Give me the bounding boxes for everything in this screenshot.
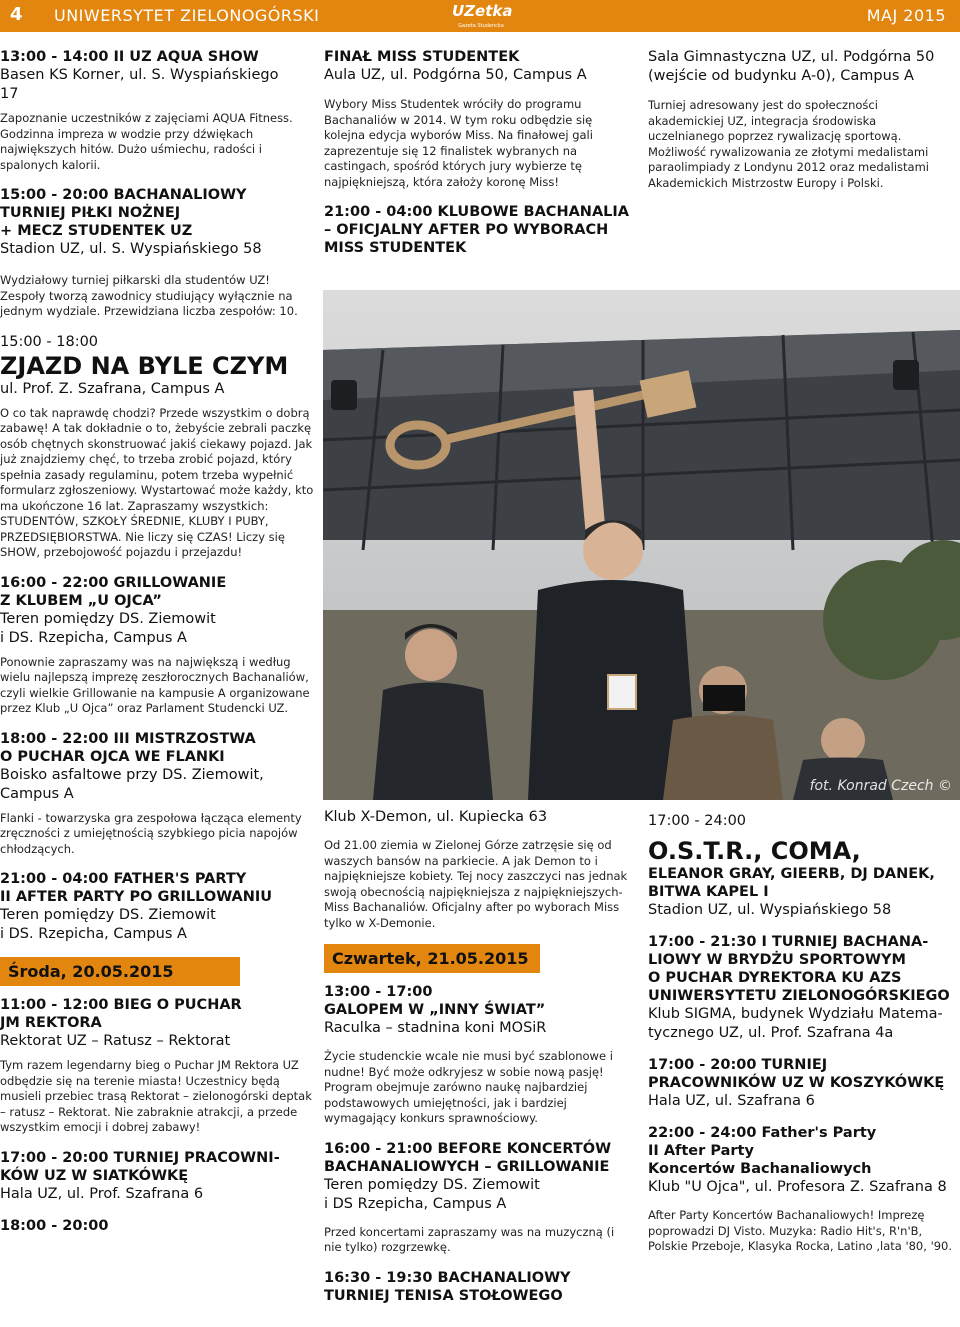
event-title: ZJAZD NA BYLE CZYM [0, 351, 289, 380]
event-description: Życie studenckie wcale nie musi być szablonowe i nudne! Być może odkryjesz w sobie nową pasję! Program obejmuje zarówno naukę najbardziej podstawowych umiejętności, jak i bardziej wymagający konkurs sprawnościowy. [324, 1049, 613, 1125]
event-place: Basen KS Korner, ul. S. Wyspiańskiego [0, 67, 279, 83]
event-time-last: 18:00 - 20:00 [0, 1217, 109, 1234]
event-place: tycznego UZ, ul. Prof. Szafrana 4a [648, 1025, 894, 1041]
uzetka-logo: UZetka [452, 2, 513, 20]
event-time: 17:00 - 24:00 [648, 813, 747, 829]
event-title: + MECZ STUDENTEK UZ [0, 223, 193, 239]
event-title: 18:00 - 22:00 III MISTRZOSTWA [0, 730, 256, 747]
event-fathers-party [0, 870, 316, 944]
event-place: Klub "U Ojca", ul. Profesora Z. Szafrana 8 [648, 1179, 947, 1195]
event-title: 17:00 - 20:00 TURNIEJ PRACOWNI- [0, 1149, 280, 1166]
event-title: GALOPEM W „INNY ŚWIAT” [324, 1002, 546, 1018]
column-middle-top [324, 48, 634, 270]
event-place: Sala Gimnastyczna UZ, ul. Podgórna 50 [648, 49, 935, 65]
event-title: TURNIEJ PIŁKI NOŻNEJ [0, 205, 181, 221]
event-place: Campus A [0, 785, 74, 802]
column-middle-bottom [324, 808, 634, 1318]
headliner: O.S.T.R., COMA, [648, 837, 861, 865]
event-title: 15:00 - 20:00 BACHANALIOWY [0, 187, 247, 203]
issue-date: MAJ 2015 [866, 6, 946, 25]
event-title: II After Party [648, 1143, 754, 1159]
event-place: Boisko asfaltowe przy DS. Ziemowit, [0, 766, 264, 783]
event-title: LIOWY W BRYDŻU SPORTOWYM [648, 952, 906, 968]
event-place: Stadion UZ, ul. Wyspiańskiego 58 [648, 902, 892, 918]
event-title: MISS STUDENTEK [324, 240, 467, 256]
event-place: Stadion UZ, ul. S. Wyspiańskiego 58 [0, 241, 262, 257]
photo-credit: fot. Konrad Czech © [809, 778, 952, 794]
event-before [324, 1140, 634, 1256]
event-place: Teren pomiędzy DS. Ziemowit [0, 610, 216, 627]
event-description: After Party Koncertów Bachanaliowych! Imprezę poprowadzi DJ Visto. Muzyka: Radio Hit's, R'n'B, Polskie Przeboje, Klasyka Rocka, Latino ,lata '80, '90. [648, 1208, 953, 1253]
event-place: ul. Prof. Z. Szafrana, Campus A [0, 380, 225, 397]
event-place: Teren pomiędzy DS. Ziemowit [324, 1176, 540, 1193]
event-title: 11:00 - 12:00 BIEG O PUCHAR [0, 997, 242, 1013]
event-title: Z KLUBEM „U OJCA” [0, 592, 162, 609]
event-title: BACHANALIOWYCH – GRILLOWANIE [324, 1158, 610, 1175]
event-place: Teren pomiędzy DS. Ziemowit [0, 907, 216, 923]
event-place: i DS. Rzepicha, Campus A [0, 926, 187, 942]
event-title: 17:00 - 21:30 I TURNIEJ BACHANA- [648, 934, 929, 950]
day-label-wednesday: Środa, 20.05.2015 [0, 957, 240, 986]
event-title: ELEANOR GRAY, GIEERB, DJ DANEK, [648, 866, 935, 882]
event-bieg [0, 996, 316, 1136]
event-galop [324, 983, 634, 1127]
event-description: Od 21.00 ziemia w Zielonej Górze zatrzęsie się od waszych bansów na parkiecie. A jak Demon to i najpiękniejsze kobiety. Tej nocy zaszczyci nas jednak swoją obecnością najpiękniejsza z najpiękniejszych- Miss Bachanaliów. Oficjalny after po wyborach Miss tylko w X-Demonie. [324, 838, 628, 930]
event-miss [324, 48, 634, 190]
event-aqua-show [0, 48, 316, 173]
event-title: O PUCHAR OJCA WE FLANKI [0, 748, 225, 765]
event-title: O PUCHAR DYREKTORA KU AZS [648, 970, 902, 986]
event-byle-czym [0, 333, 316, 561]
event-description: Wybory Miss Studentek wróciły do programu Bachanaliów w 2014. W tym roku odbędzie się kolejna edycja wyborów Miss. Na finałowej gali zaprezentuje się 12 finalistek wybranych na castingach, spośród których jury wybierze tę najpiękniejszą, która założy koronę Miss! [324, 97, 593, 189]
event-description: Turniej adresowany jest do społeczności akademickiej UZ, integracja środowiska uczelnianego poprzez rywalizację sportową. Możliwość rywalizowania ze złotymi medalistami paraolimpiady z Londynu 2012 oraz medalistami Akademickich Mistrzostw Europy i Polski. [648, 98, 929, 190]
event-title: PRACOWNIKÓW UZ W KOSZYKÓWKĘ [648, 1075, 945, 1091]
event-place: Klub SIGMA, budynek Wydziału Matema- [648, 1006, 943, 1022]
event-description: Zapoznanie uczestników z zajęciami AQUA Fitness. Godzinna impreza w wodzie przy dźwiękach największych hitów. Dużo uśmiechu, radości i spalonych kalorii. [0, 111, 293, 172]
event-title: TURNIEJ TENISA STOŁOWEGO [324, 1287, 563, 1304]
event-description: Wydziałowy turniej piłkarski dla studentów UZ! Zespoły tworzą zawodnicy studiujący wyłącznie na jednym wydziale. Przewidziana liczba zespołów: 10. [0, 273, 298, 318]
university-name: UNIWERSYTET ZIELONOGÓRSKI [54, 6, 320, 25]
event-place: Hala UZ, ul. Prof. Szafrana 6 [0, 1185, 204, 1202]
event-time: 15:00 - 18:00 [0, 333, 99, 350]
event-description: Flanki - towarzyska gra zespołowa łącząca elementy zręczności z umiejętnością szybkiego picia napojów chłodzących. [0, 810, 302, 856]
event-title: 21:00 - 04:00 KLUBOWE BACHANALIA [324, 204, 630, 220]
uzetka-logo-subtitle: Gazeta Studencka [458, 23, 504, 29]
event-place: Hala UZ, ul. Szafrana 6 [648, 1093, 815, 1109]
event-brydz [648, 933, 954, 1043]
event-tenis [324, 1269, 634, 1305]
event-description: Tym razem legendarny bieg o Puchar JM Rektora UZ odbędzie się na terenie miasta! Uczestnicy będą musieli przebiec trasą Rektorat – zielonogórski deptak – ratusz – Rektorat. Nie zabraknie atrakcji, a przede wszystkim emocji i dobrej zabawy! [0, 1058, 312, 1134]
event-title: 13:00 - 14:00 II UZ AQUA SHOW [0, 49, 259, 65]
event-title: KÓW UZ W SIATKÓWKĘ [0, 1167, 189, 1184]
event-koszykowka [648, 1056, 954, 1111]
event-title: 21:00 - 04:00 FATHER'S PARTY [0, 871, 247, 887]
event-title: – OFICJALNY AFTER PO WYBORACH [324, 222, 609, 238]
page-number: 4 [10, 4, 23, 25]
event-title: UNIWERSYTETU ZIELONOGÓRSKIEGO [648, 988, 950, 1004]
event-title: 22:00 - 24:00 Father's Party [648, 1125, 877, 1141]
event-title: BITWA KAPEL I [648, 884, 769, 900]
event-title: II AFTER PARTY PO GRILLOWANIU [0, 889, 273, 905]
event-title: 17:00 - 20:00 TURNIEJ [648, 1057, 828, 1073]
event-place: Rektorat UZ – Ratusz – Rektorat [0, 1033, 231, 1049]
event-place: Aula UZ, ul. Podgórna 50, Campus A [324, 67, 587, 83]
event-xdemon [324, 808, 634, 931]
event-photo [323, 290, 960, 800]
event-title: 16:00 - 22:00 GRILLOWANIE [0, 574, 227, 591]
event-fathers-party-2 [648, 1124, 954, 1255]
event-place: i DS. Rzepicha, Campus A [0, 629, 187, 646]
column-right-top [648, 48, 954, 191]
event-place: 17 [0, 86, 19, 102]
event-place: Raculka – stadnina koni MOSiR [324, 1020, 547, 1036]
photo-illustration [323, 290, 960, 800]
event-concert [648, 812, 954, 920]
event-grill [0, 574, 316, 717]
event-place: (wejście od budynku A-0), Campus A [648, 68, 914, 84]
event-title: FINAŁ MISS STUDENTEK [324, 49, 520, 65]
event-description: Ponownie zapraszamy was na największą i według wielu najlepszą imprezę zeszłorocznych Bachanaliów, czyli wielkie Grillowanie na kampusie A organizowane przez Klub „U Ojca” oraz Parlament Studencki UZ. [0, 654, 310, 715]
event-siatkowka [0, 1149, 316, 1204]
event-title: Koncertów Bachanaliowych [648, 1161, 872, 1177]
column-right-bottom [648, 812, 954, 1268]
event-description: Przed koncertami zapraszamy was na muzyczną (i nie tylko) rozgrzewkę. [324, 1224, 615, 1254]
event-football [0, 186, 316, 320]
event-time: 13:00 - 17:00 [324, 984, 433, 1000]
day-label-thursday: Czwartek, 21.05.2015 [324, 944, 540, 973]
event-place: Klub X-Demon, ul. Kupiecka 63 [324, 809, 548, 825]
event-title: JM REKTORA [0, 1015, 102, 1031]
event-klubowe [324, 203, 634, 257]
column-left [0, 48, 316, 1235]
page-header [0, 0, 960, 32]
event-title: 16:30 - 19:30 BACHANALIOWY [324, 1269, 571, 1286]
event-place: i DS Rzepicha, Campus A [324, 1195, 507, 1212]
event-description: O co tak naprawdę chodzi? Przede wszystkim o dobrą zabawę! A tak dokładnie o to, żebyście zebrali paczkę osób chętnych skonstruować jakiś ciekawy pojazd. Jak już znajdziemy chęć, to trzeba zrobić pojazd, który spełnia zasady regulaminu, potem trzeba wypełnić formularz zgłoszeniowy. Wystartować może każdy, kto ma ukończone 16 lat. Zapraszamy wszystkich: STUDENTÓW, SZKOŁY ŚREDNIE, KLUBY I PUBY, PRZEDSIĘBIORSTWA. Nie liczy się CZAS! Liczy się SHOW, przebojowość pojazdu i przejazdu! [0, 405, 314, 559]
event-flanki [0, 730, 316, 858]
event-title: 16:00 - 21:00 BEFORE KONCERTÓW [324, 1140, 612, 1157]
